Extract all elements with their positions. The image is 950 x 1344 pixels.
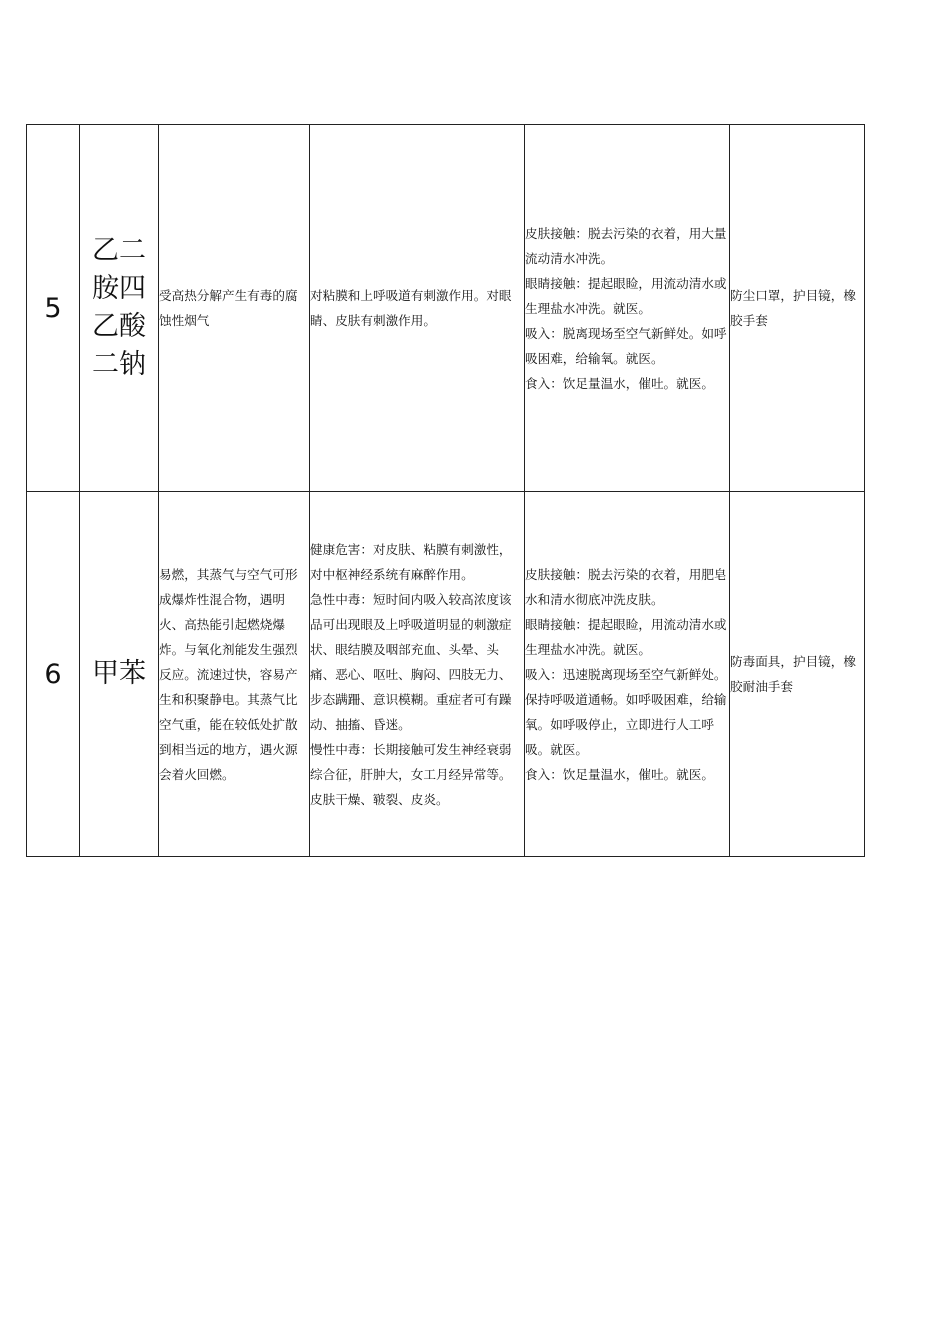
first-aid-ingestion: 食入：饮足量温水，催吐。就医。 xyxy=(525,375,714,391)
hazard-cell xyxy=(159,492,310,857)
hazard-cell xyxy=(159,125,310,492)
health-hazard-general: 健康危害：对皮肤、粘膜有刺激性，对中枢神经系统有麻醉作用。 xyxy=(310,541,512,582)
row-number: 6 xyxy=(27,492,80,857)
protection-text: 防毒面具，护目镜，橡胶耐油手套 xyxy=(730,654,856,694)
chemical-name: 甲苯 xyxy=(92,658,146,689)
first-aid-cell xyxy=(525,492,730,857)
first-aid-ingestion: 食入：饮足量温水，催吐。就医。 xyxy=(525,766,714,782)
hazard-text: 受高热分解产生有毒的腐蚀性烟气 xyxy=(159,288,298,328)
protection-cell xyxy=(730,492,865,857)
protection-text: 防尘口罩，护目镜，橡胶手套 xyxy=(730,288,856,328)
table-row xyxy=(27,125,865,492)
health-hazard-cell xyxy=(310,492,525,857)
first-aid-skin: 皮肤接触：脱去污染的衣着，用大量流动清水冲洗。 xyxy=(525,225,727,266)
first-aid-cell xyxy=(525,125,730,492)
hazard-text: 易燃，其蒸气与空气可形成爆炸性混合物，遇明火、高热能引起燃烧爆炸。与氧化剂能发生强烈反应。流速过快，容易产生和积聚静电。其蒸气比空气重，能在较低处扩散到相当远的地方，遇火源会着火回燃。 xyxy=(159,566,298,782)
health-hazard-text: 对粘膜和上呼吸道有刺激作用。对眼睛、皮肤有刺激作用。 xyxy=(310,288,512,328)
first-aid-eyes: 眼睛接触：提起眼睑，用流动清水或生理盐水冲洗。就医。 xyxy=(525,616,727,657)
chemical-name: 乙二胺四乙酸二钠 xyxy=(92,235,146,380)
health-hazard-acute: 急性中毒：短时间内吸入较高浓度该品可出现眼及上呼吸道明显的刺激症状、眼结膜及咽部充血、头晕、头痛、恶心、呕吐、胸闷、四肢无力、步态蹒跚、意识模糊。重症者可有躁动、抽搐、昏迷。 xyxy=(310,591,512,732)
table-row xyxy=(27,492,865,857)
chemical-name-cell xyxy=(80,492,159,857)
first-aid-inhalation: 吸入：脱离现场至空气新鲜处。如呼吸困难，给输氧。就医。 xyxy=(525,325,727,366)
first-aid-inhalation: 吸入：迅速脱离现场至空气新鲜处。保持呼吸道通畅。如呼吸困难，给输氧。如呼吸停止，立即进行人工呼吸。就医。 xyxy=(525,666,727,757)
first-aid-eyes: 眼睛接触：提起眼睑，用流动清水或生理盐水冲洗。就医。 xyxy=(525,275,727,316)
health-hazard-cell xyxy=(310,125,525,492)
protection-cell xyxy=(730,125,865,492)
row-number: 5 xyxy=(27,125,80,492)
chemical-name-cell xyxy=(80,125,159,492)
first-aid-skin: 皮肤接触：脱去污染的衣着，用肥皂水和清水彻底冲洗皮肤。 xyxy=(525,566,727,607)
chemical-safety-table xyxy=(26,124,865,857)
health-hazard-chronic: 慢性中毒：长期接触可发生神经衰弱综合征，肝肿大，女工月经异常等。皮肤干燥、皲裂、皮炎。 xyxy=(310,741,512,807)
